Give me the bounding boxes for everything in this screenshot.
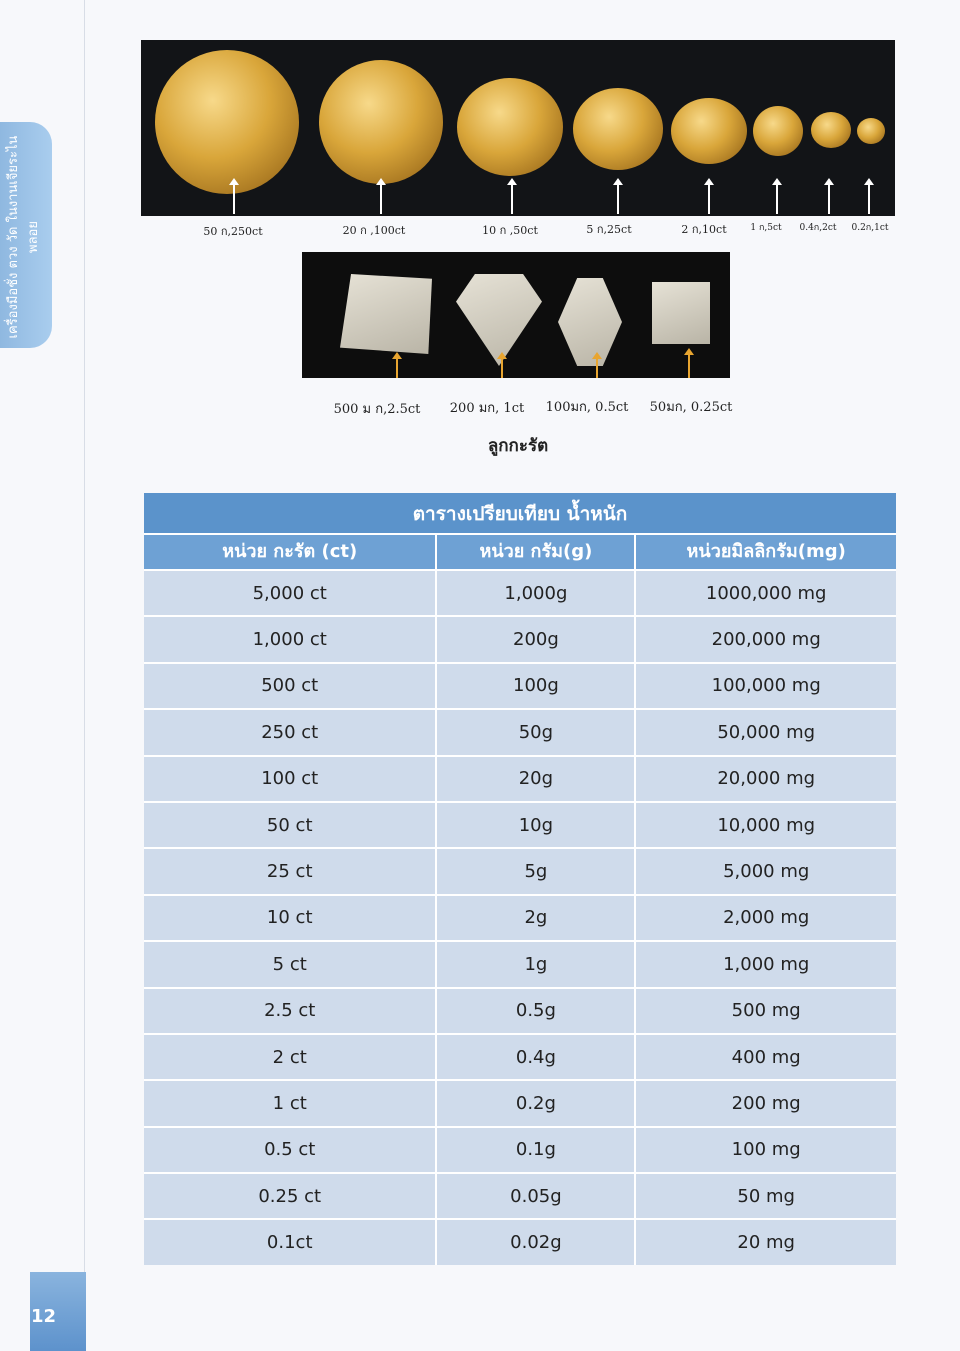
cell-carat: 10 ct bbox=[144, 896, 437, 940]
header-carat: หน่วย กะรัต (ct) bbox=[144, 535, 437, 569]
header-milligram: หน่วยมิลลิกรัม(mg) bbox=[636, 535, 896, 569]
cell-milligram: 20,000 mg bbox=[636, 757, 896, 801]
caption-02g: 0.2ก,1ct bbox=[851, 223, 889, 233]
table-row bbox=[144, 662, 896, 708]
cell-milligram: 20 mg bbox=[636, 1220, 896, 1264]
caption-04g: 0.4ก,2ct bbox=[799, 223, 837, 233]
cell-gram: 10g bbox=[437, 803, 636, 847]
table-row bbox=[144, 847, 896, 893]
arrow bbox=[380, 184, 382, 214]
cell-carat: 0.25 ct bbox=[144, 1174, 437, 1218]
cell-carat: 0.5 ct bbox=[144, 1128, 437, 1172]
cell-milligram: 2,000 mg bbox=[636, 896, 896, 940]
caption-1g: 1 ก,5ct bbox=[750, 223, 782, 233]
cell-gram: 5g bbox=[437, 849, 636, 893]
caption-500mg: 500 ม ก,2.5ct bbox=[333, 402, 421, 417]
caption-20g: 20 ก ,100ct bbox=[342, 224, 406, 237]
cell-milligram: 1000,000 mg bbox=[636, 571, 896, 615]
cell-gram: 1g bbox=[437, 942, 636, 986]
cell-milligram: 100,000 mg bbox=[636, 664, 896, 708]
cell-milligram: 500 mg bbox=[636, 989, 896, 1033]
weight-2g bbox=[671, 98, 747, 164]
aluminium-weights-photo bbox=[302, 252, 730, 378]
cell-milligram: 50 mg bbox=[636, 1174, 896, 1218]
margin-line bbox=[84, 0, 85, 1351]
table-row bbox=[144, 615, 896, 661]
cell-gram: 0.4g bbox=[437, 1035, 636, 1079]
weight-04g bbox=[811, 112, 851, 148]
weight-50mg bbox=[652, 282, 710, 344]
cell-milligram: 200,000 mg bbox=[636, 617, 896, 661]
cell-gram: 200g bbox=[437, 617, 636, 661]
table-row bbox=[144, 755, 896, 801]
table-row bbox=[144, 1033, 896, 1079]
arrow bbox=[396, 358, 398, 378]
cell-carat: 2 ct bbox=[144, 1035, 437, 1079]
cell-gram: 20g bbox=[437, 757, 636, 801]
cell-gram: 0.2g bbox=[437, 1081, 636, 1125]
cell-gram: 1,000g bbox=[437, 571, 636, 615]
table-row bbox=[144, 940, 896, 986]
arrow bbox=[596, 358, 598, 378]
cell-milligram: 1,000 mg bbox=[636, 942, 896, 986]
table-header-row bbox=[144, 533, 896, 569]
cell-gram: 0.02g bbox=[437, 1220, 636, 1264]
table-row bbox=[144, 1079, 896, 1125]
cell-gram: 2g bbox=[437, 896, 636, 940]
table-row bbox=[144, 801, 896, 847]
arrow bbox=[708, 184, 710, 214]
cell-milligram: 10,000 mg bbox=[636, 803, 896, 847]
arrow bbox=[828, 184, 830, 214]
table-row bbox=[144, 1218, 896, 1264]
table-row bbox=[144, 894, 896, 940]
cell-carat: 1,000 ct bbox=[144, 617, 437, 661]
table-row bbox=[144, 569, 896, 615]
cell-carat: 0.1ct bbox=[144, 1220, 437, 1264]
chapter-tab bbox=[0, 122, 52, 348]
caption-2g: 2 ก,10ct bbox=[681, 223, 727, 236]
cell-carat: 25 ct bbox=[144, 849, 437, 893]
caption-50mg: 50มก, 0.25ct bbox=[649, 400, 733, 415]
caption-200mg: 200 มก, 1ct bbox=[449, 401, 525, 416]
arrow bbox=[776, 184, 778, 214]
cell-carat: 500 ct bbox=[144, 664, 437, 708]
table-row bbox=[144, 1126, 896, 1172]
arrow bbox=[233, 184, 235, 214]
caption-50g: 50 ก,250ct bbox=[203, 225, 263, 238]
cell-milligram: 100 mg bbox=[636, 1128, 896, 1172]
arrow bbox=[688, 354, 690, 378]
chapter-tab-label: เครื่องมือชั่ง ตวง วัด ในงานเจียระไนพลอย bbox=[6, 135, 41, 339]
cell-gram: 0.1g bbox=[437, 1128, 636, 1172]
cell-carat: 5 ct bbox=[144, 942, 437, 986]
cell-gram: 50g bbox=[437, 710, 636, 754]
table-row bbox=[144, 987, 896, 1033]
page-number: 12 bbox=[31, 1306, 57, 1327]
weight-comparison-table bbox=[144, 493, 896, 1265]
weight-100mg bbox=[558, 278, 622, 366]
cell-milligram: 200 mg bbox=[636, 1081, 896, 1125]
table-row bbox=[144, 708, 896, 754]
cell-carat: 1 ct bbox=[144, 1081, 437, 1125]
weight-50g bbox=[155, 50, 299, 194]
caption-100mg: 100มก, 0.5ct bbox=[545, 400, 629, 415]
photo-title: ลูกกะรัต bbox=[487, 436, 549, 456]
cell-carat: 50 ct bbox=[144, 803, 437, 847]
cell-carat: 100 ct bbox=[144, 757, 437, 801]
weight-10g bbox=[457, 78, 563, 176]
weight-20g bbox=[319, 60, 443, 184]
cell-milligram: 50,000 mg bbox=[636, 710, 896, 754]
cell-gram: 0.05g bbox=[437, 1174, 636, 1218]
arrow bbox=[617, 184, 619, 214]
arrow bbox=[868, 184, 870, 214]
table-body bbox=[144, 569, 896, 1265]
table-title: ตารางเปรียบเทียบ น้ำหนัก bbox=[144, 493, 896, 533]
weight-500mg bbox=[340, 274, 432, 354]
caption-5g: 5 ก,25ct bbox=[586, 223, 632, 236]
caption-10g: 10 ก ,50ct bbox=[482, 224, 538, 237]
weight-02g bbox=[857, 118, 885, 144]
cell-carat: 250 ct bbox=[144, 710, 437, 754]
table-row bbox=[144, 1172, 896, 1218]
cell-milligram: 400 mg bbox=[636, 1035, 896, 1079]
cell-carat: 2.5 ct bbox=[144, 989, 437, 1033]
weight-1g bbox=[753, 106, 803, 156]
weight-5g bbox=[573, 88, 663, 170]
cell-gram: 100g bbox=[437, 664, 636, 708]
cell-milligram: 5,000 mg bbox=[636, 849, 896, 893]
cell-carat: 5,000 ct bbox=[144, 571, 437, 615]
arrow bbox=[511, 184, 513, 214]
arrow bbox=[501, 358, 503, 378]
header-gram: หน่วย กรัม(g) bbox=[437, 535, 636, 569]
cell-gram: 0.5g bbox=[437, 989, 636, 1033]
brass-weights-photo bbox=[141, 40, 895, 216]
